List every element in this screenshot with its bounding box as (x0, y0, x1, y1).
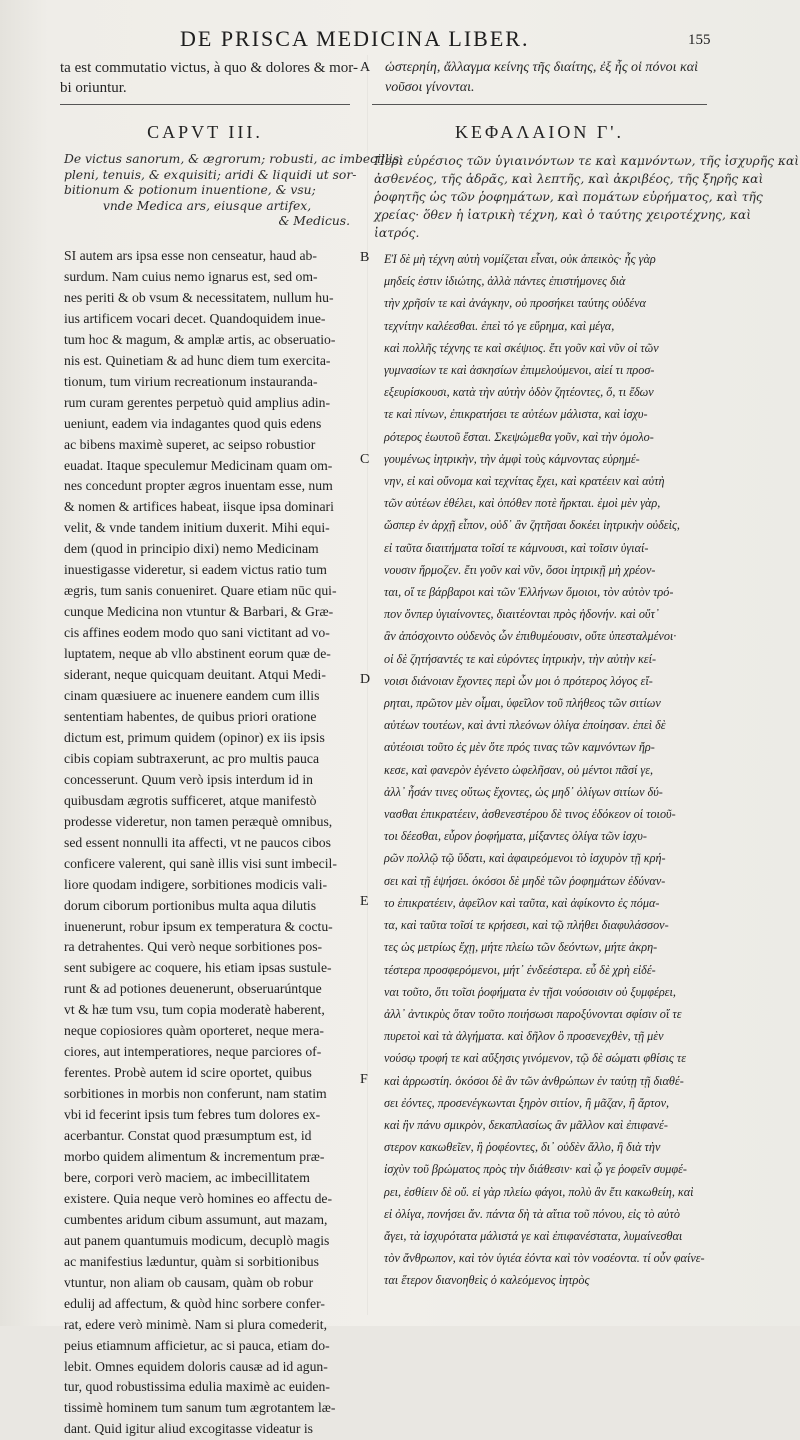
summary-line: & Medicus. (278, 214, 350, 228)
latin-body-line: conficere valerent, qui sanè illis visi sunt imbecil- (64, 855, 337, 871)
latin-body-line: ueniunt, eadem via indagantes quod quis edens (64, 415, 322, 431)
greek-continuation (385, 58, 715, 98)
greek-body-line: αὐτέων τουτέων, καὶ ἀντὶ πλεόνων ὀλίγα ἐποίησαν. ἐπεὶ δὲ (384, 718, 666, 733)
summary-line: ἰατρός. (374, 226, 420, 240)
greek-body-line: ρότερος ἑωυτοῦ ἔσται. Σκεψώμεθα γοῦν, καὶ τὴν ὁμολο- (384, 429, 654, 444)
latin-body-line: vbi id fecerint ipsis tum febres tum dolores ex- (64, 1107, 321, 1123)
latin-body-line: cunque Medicina non vtuntur & Barbari, & Græ- (64, 604, 334, 620)
latin-body-line: ægris, tum sanis conueniret. Quare etiam nūc qui- (64, 583, 337, 599)
latin-body-line: concesserunt. Quum verò ipsis interdum id in (64, 771, 313, 787)
summary-line: ῥοφητῆς ὡς τῶν ῥοφημάτων, καὶ πομάτων εὑρήματος, καὶ τῆς (374, 190, 763, 204)
greek-body-line: πυρετοὶ καὶ τὰ ἀλγήματα. καὶ δῆλον ὃ προσενεχθὲν, τῇ μὲν (384, 1029, 664, 1044)
greek-body-line: νοισι διάνοιαν ἔχοντες περὶ ὧν μοι ὁ πρότερος λόγος εἴ- (384, 673, 653, 688)
latin-body-line: sorbitiones in morbis non conferunt, nam statim (64, 1086, 327, 1102)
greek-body-line: γουμένως ἰητρικὴν, τὴν ἀμφὶ τοὺς κάμνοντας εὑρημέ- (384, 451, 640, 466)
latin-body-line: dorum ciborum portionibus multa aqua dilutis (64, 897, 317, 913)
latin-body-line: vtuntur, non aliam ob causam, quàm ob robur (64, 1274, 314, 1290)
latin-continuation-line: bi oriuntur. (60, 80, 127, 96)
summary-line: χρείας· ὅθεν ἡ ἰατρικὴ τέχνη, καὶ ὁ ταύτης χειροτέχνης, καὶ (374, 208, 752, 222)
latin-body-line: bere, corpori verò maciem, ac imbecillitatem (64, 1169, 310, 1185)
greek-body-line: τοι δέεσθαι, εὗρον ῥοφήματα, μίξαντες ὀλίγα τῶν ἰσχυ- (384, 829, 647, 844)
latin-body-line: lebit. Omnes equidem doloris causæ ad id agun- (64, 1358, 328, 1374)
greek-body-line: τέστερα προσφερόμενοι, μήτ᾽ ἐνδεέστερα. εὖ δὲ χρὴ εἰδέ- (384, 962, 656, 977)
latin-body-line: sent subigere ac coquere, his etiam ipsas sustule- (64, 960, 332, 976)
latin-body-line: nis est. Quinetiam & ad hunc diem tum exercita- (64, 352, 331, 368)
latin-body-line: ra detrahentes. Qui verò neque sorbitiones pos- (64, 939, 323, 955)
greek-body-line: ἀλλ᾽ ἀντικρὺς ὅταν τοῦτο ποιήσωσι παροξύνονται σφίσιν οἵ τε (384, 1006, 682, 1021)
latin-body-line: luptatem, neque ab vllo abstinent eorum quæ de- (64, 646, 331, 662)
greek-body-line: ΕἸ δὲ μὴ τέχνη αὐτὴ νομίζεται εἶναι, οὐκ ἀπεικὸς· ἧς γὰρ (384, 252, 656, 266)
greek-body-line: ὥσπερ ἐν ἀρχῇ εἶπον, οὐδ᾽ ἂν ζητῆσαι δοκέει ἰητρικὴν οὐδεὶς, (384, 518, 680, 533)
latin-body-line: rum curam gerentes perpetuò quid amplius adin- (64, 394, 331, 410)
latin-body-line: liore quodam indigere, sorbitiones modicis vali- (64, 876, 328, 892)
latin-body-line: edulij ad affectum, & quòd hinc sorbere confer- (64, 1295, 325, 1311)
greek-body-line: τῶν αὐτέων ἐθέλει, καὶ ὁπόθεν ποτὲ ἤρκται. ἐμοὶ μὲν γὰρ, (384, 496, 661, 511)
page-number: 155 (688, 32, 711, 48)
latin-body-line: siderant, neque quicquam deuitant. Atqui Medi- (64, 667, 326, 683)
latin-body-line: euadat. Itaque speculemur Medicinam quam om- (64, 457, 333, 473)
latin-body-line: surdum. Nam cuius nemo ignarus est, sed om- (64, 268, 318, 284)
greek-body-line: τεχνίτην καλέεσθαι. ἐπεὶ τό γε εὕρημα, καὶ μέγα, (384, 318, 615, 333)
section-rule-right (372, 104, 707, 105)
greek-continuation-line: ὡστερηίη, ἄλλαγμα κείνης τῆς διαίτης, ἐξ ἧς οἱ πόνοι καὶ (385, 60, 699, 75)
margin-marker-f: F (360, 1072, 368, 1087)
greek-body-line: ἂν ἀπόσχοιντο οὐδενὸς ὧν ἐπιθυμέουσιν, οὔτε ὑπεσταλμένοι· (384, 629, 677, 644)
latin-body-line: dem (quod in principio dixi) nemo Medicinam (64, 541, 319, 557)
greek-body-line: τα, καὶ ταῦτα τοῖσί τε κρήσεσι, καὶ τῷ πλήθει διαφυλάσσον- (384, 918, 669, 933)
latin-body-line: ac manifestius læduntur, quàm si sorbitionibus (64, 1253, 319, 1269)
greek-chapter-heading: ΚΕΦΑΛΑΙΟΝ Γ'. (455, 122, 624, 142)
latin-body-line: SI autem ars ipsa esse non censeatur, haud ab- (64, 248, 317, 263)
greek-body-line: ρῶν πολλῷ τῷ ὕδατι, καὶ ἀφαιρεόμενοι τὸ ἰσχυρὸν τῇ κρή- (384, 851, 666, 866)
latin-body-line: existere. Quia neque verò homines eo affectu de- (64, 1190, 333, 1206)
latin-body-line: dictum est, primum quidem (opinor) ex iis ipsis (64, 729, 325, 745)
greek-body-line: ναι τοῦτο, ὅτι τοῖσι ῥοφήματα ἐν τῇσι νούσοισιν οὐ ξυμφέρει, (384, 984, 676, 999)
greek-body-line: νην, εἰ καὶ οὔνομα καὶ τεχνίτας ἔχει, καὶ κρατέειν καὶ αὐτὴ (384, 474, 665, 489)
latin-body-line: acerbantur. Constat quod præsumptum est, id (64, 1128, 312, 1144)
greek-body-line: ἀλλ᾽ ἦσάν τινες οὕτως ἔχοντες, ὡς μηδ᾽ ὀλίγων σιτίων δύ- (384, 784, 663, 799)
summary-line: bitionum & potionum inuentione, & vsu; (64, 183, 316, 197)
greek-body-line: αὐτέοισι τοῦτο ἐς μὲν ὅτε πρός τινας τῶν καμνόντων ἤρ- (384, 740, 655, 755)
greek-body-line: ται, οἵ τε βάρβαροι καὶ τῶν Ἑλλήνων ὅμοιοι, τὸν αὐτὸν τρό- (384, 585, 674, 600)
greek-body-line: νούσῳ τροφή τε καὶ αὔξησις γινόμενον, τῷ δὲ σώματι φθίσις τε (384, 1051, 687, 1066)
greek-body-line: καὶ πολλῆς τέχνης τε καὶ σκέψιος. ἔτι γοῦν καὶ νῦν οἱ τῶν (384, 340, 659, 355)
greek-body-line: εἰ ταῦτα διαιτήματα τοῖσί τε κάμνουσι, καὶ τοῖσιν ὑγιαί- (384, 540, 649, 555)
margin-marker-d: D (360, 672, 371, 687)
latin-body-line: nes concedunt propter ægros inuentam esse, num (64, 478, 333, 494)
latin-body-line: tissimè hominem tum sanum tum ægrotantem læ- (64, 1400, 336, 1416)
latin-body-line: sed essent nonnulli ita affecti, vt ne paucos cibos (64, 834, 331, 850)
latin-body-line: vt & hæ tum vsu, tum copia moderatè haberent, (64, 1002, 325, 1018)
greek-body-line: ἄγει, τὰ ἰσχυρότατα μάλιστά γε καὶ ἐπιφανέστατα, λυμαίνεσθαι (384, 1228, 683, 1243)
greek-body-line: τε καὶ πίνων, ἐπικρατήσει τε αὐτέων μάλιστα, καὶ ἰσχυ- (384, 407, 648, 422)
latin-body-line: prodesse videretur, non tamen peræquè omnibus, (64, 813, 333, 829)
greek-body-line: κεσε, καὶ φανερὸν ἐγένετο ὠφελῆσαν, οὐ μέντοι πᾶσί γε, (384, 762, 654, 777)
margin-marker-b: B (360, 250, 370, 265)
greek-body-line: καὶ ἀρρωστίη. ὁκόσοι δὲ ἂν τῶν ἀνθρώπων ἐν ταύτῃ τῇ διαθέ- (384, 1073, 684, 1088)
latin-body-line: quibusdam ægrotis sufficeret, atque manifestò (64, 792, 317, 808)
latin-body-line: ciores, aut intemperatiores, neque parciores of- (64, 1044, 322, 1060)
greek-body-line: εξευρίσκουσι, κατὰ τὴν αὐτὴν ὁδὸν ζητέοντες, ὅ, τι ἔδων (384, 385, 654, 400)
latin-body-line: & nomen & artifices habeat, iisque ipsa dominari (64, 499, 334, 515)
latin-body-line: cumbentes aridum cibum assumunt, aut mazam, (64, 1211, 328, 1227)
greek-body-line: τὴν χρῆσίν τε καὶ ἀνάγκην, οὐ προσήκει ταύτης οὐδένα (384, 296, 646, 311)
latin-body-line: cinam quæsiuere ac inuenere eandem cum illis (64, 688, 320, 704)
latin-body-line: morbo quidem alimentum & incrementum præ- (64, 1148, 325, 1164)
greek-body-line: τες ὡς μετρίως ἔχῃ, μήτε πλείω τῶν δεόντων, μήτε ἀκρη- (384, 940, 658, 955)
greek-body-line: ται ἕτερον διανοηθεὶς ὁ καλεόμενος ἰητρὸς (384, 1273, 590, 1288)
summary-line: Περὶ εὑρέσιος τῶν ὑγιαινόντων τε καὶ καμνόντων, τῆς ἰσχυρῆς καὶ (374, 154, 800, 168)
summary-line: vnde Medica ars, eiusque artifex, (102, 198, 312, 213)
latin-body-line: tionum, tum virium recreationum instauranda- (64, 373, 318, 389)
latin-body-line: ac bibens maximè superet, ac seipso robustior (64, 436, 316, 452)
latin-body-line: dant. Quid igitur aliud excogitasse videatur is (64, 1421, 313, 1437)
latin-body-line: velit, & vnde tandem initium duxerit. Mihi equi- (64, 520, 330, 536)
latin-chapter-summary (64, 152, 404, 230)
greek-body-line: σει καὶ τῇ ἑψήσει. ὁκόσοι δὲ μηδὲ τῶν ῥοφημάτων ἐδύναν- (384, 873, 666, 888)
greek-body-line: τὸν ἄνθρωπον, καὶ τὸν ὑγιέα ἐόντα καὶ τὸν νοσέοντα. τί οὖν φαίνε- (384, 1251, 705, 1266)
latin-continuation-line: ta est commutatio victus, à quo & dolores & mor- (60, 60, 358, 76)
latin-body-text (64, 246, 356, 1440)
greek-body-line: σει ἐόντες, προσενέγκωνται ξηρὸν σιτίον, ἢ μᾶζαν, ἢ ἄρτον, (384, 1095, 670, 1110)
greek-body-line: στερον κακωθεῖεν, ἢ ῥοφέοντες, δι᾽ οὐδὲν ἄλλο, ἢ διὰ τὴν (384, 1140, 661, 1155)
greek-body-line: γυμνασίων τε καὶ ἀσκησίων ἐπιμελούμενοι, αἰεί τι προσ- (384, 363, 655, 378)
greek-body-line: νασθαι ἐπικρατέειν, ἀσθενεστέρου δὲ τινος ἐδόκεον οἱ τοιοῦ- (384, 807, 676, 822)
greek-body-line: εἰ ὀλίγα, πονήσει ἄν. πάντα δὴ τὰ αἴτια τοῦ πόνου, εἰς τὸ αὐτὸ (384, 1206, 680, 1221)
greek-body-line: ρει, ἐσθίειν δὲ οὔ. εἰ γὰρ πλείω φάγοι, πολὺ ἂν ἔτι κακωθείη, καὶ (384, 1184, 694, 1199)
latin-body-line: runt & ad potiones deuenerunt, obseruarúntque (64, 981, 322, 997)
running-head: DE PRISCA MEDICINA LIBER. (180, 26, 530, 51)
latin-body-line: tur, quod robustissima edulia maximè ac euiden- (64, 1379, 330, 1395)
latin-chapter-heading: CAPVT III. (147, 122, 263, 142)
greek-body-line: μηδείς ἐστιν ἰδιώτης, ἀλλὰ πάντες ἐπιστήμονες διὰ (384, 274, 626, 289)
latin-body-line: ferentes. Probè autem id scire oportet, quibus (64, 1065, 312, 1081)
latin-body-line: cis affines eodem modo quo sani victitant ad vo- (64, 625, 330, 641)
margin-marker-e: E (360, 894, 369, 909)
latin-body-line: sententiam habentes, de quibus priori oratione (64, 708, 317, 724)
latin-body-line: inuenerunt, robur ipsum ex temperatura & coctu- (64, 918, 333, 934)
latin-body-line: peius etiamnum afficietur, ac si pauca, etiam do- (64, 1337, 330, 1353)
summary-line: ἀσθενέος, τῆς ἁδρᾶς, καὶ λεπτῆς, καὶ ἀκριβέος, τῆς ξηρῆς καὶ (374, 172, 764, 186)
summary-line: pleni, tenuis, & exquisiti; aridi & liquidi ut sor- (64, 167, 357, 182)
latin-body-line: neque copiosiores quàm oporteret, neque mera- (64, 1023, 324, 1039)
greek-body-text (384, 248, 714, 1292)
latin-body-line: rat, edere verò minimè. Nam si plura comederit, (64, 1316, 328, 1332)
latin-continuation (60, 58, 360, 98)
greek-body-line: οἱ δὲ ζητήσαντές τε καὶ εὑρόντες ἰητρικὴν, τὴν αὐτὴν κεί- (384, 651, 657, 666)
latin-body-line: nes periti & ob vsum & necessitatem, nullum hu- (64, 289, 334, 305)
latin-body-line: ius artificem vocari decet. Quandoquidem inue- (64, 310, 326, 326)
greek-body-line: νουσιν ἥρμοζεν. ἔτι γοῦν καὶ νῦν, ὅσοι ἰητρικῇ μὴ χρέον- (384, 562, 656, 577)
margin-marker-c: C (360, 452, 370, 467)
greek-chapter-summary (374, 152, 800, 242)
greek-body-line: ἰσχὺν τοῦ βρώματος πρὸς τὴν διάθεσιν· καὶ ᾧ γε ῥοφεῖν συμφέ- (384, 1162, 687, 1177)
greek-continuation-line: νοῦσοι γίνονται. (385, 80, 475, 95)
latin-body-line: tum hoc & magum, & amplæ artis, ac obseruatio- (64, 331, 336, 347)
greek-body-line: το ἐπικρατέειν, ἀφεῖλον καὶ ταῦτα, καὶ ἀφίκοντο ἐς πόμα- (384, 895, 660, 910)
summary-line: De victus sanorum, & ægrorum; robusti, ac imbecillis; (64, 152, 404, 166)
greek-body-line: καὶ ἢν πάνυ σμικρὸν, δεκαπλασίως ἂν μᾶλλον καὶ ἐπιφανέ- (384, 1117, 668, 1132)
margin-marker-a: A (360, 60, 371, 75)
section-rule-left (60, 104, 350, 105)
greek-body-line: ρηται, πρῶτον μὲν οἶμαι, ὑφεῖλον τοῦ πλήθεος τῶν σιτίων (384, 696, 661, 711)
latin-body-line: cibis copiam subtraxerunt, ac pro multis pauca (64, 750, 320, 766)
latin-body-line: aut panem quantumuis modicum, decuplò magis (64, 1232, 330, 1248)
latin-body-line: inuestigasse videretur, si eadem victus ratio tum (64, 562, 327, 578)
greek-body-line: πον ὅνπερ ὑγιαίνοντες, διαιτέονται πρὸς ἡδονήν. καὶ οὔτ᾽ (384, 607, 659, 622)
